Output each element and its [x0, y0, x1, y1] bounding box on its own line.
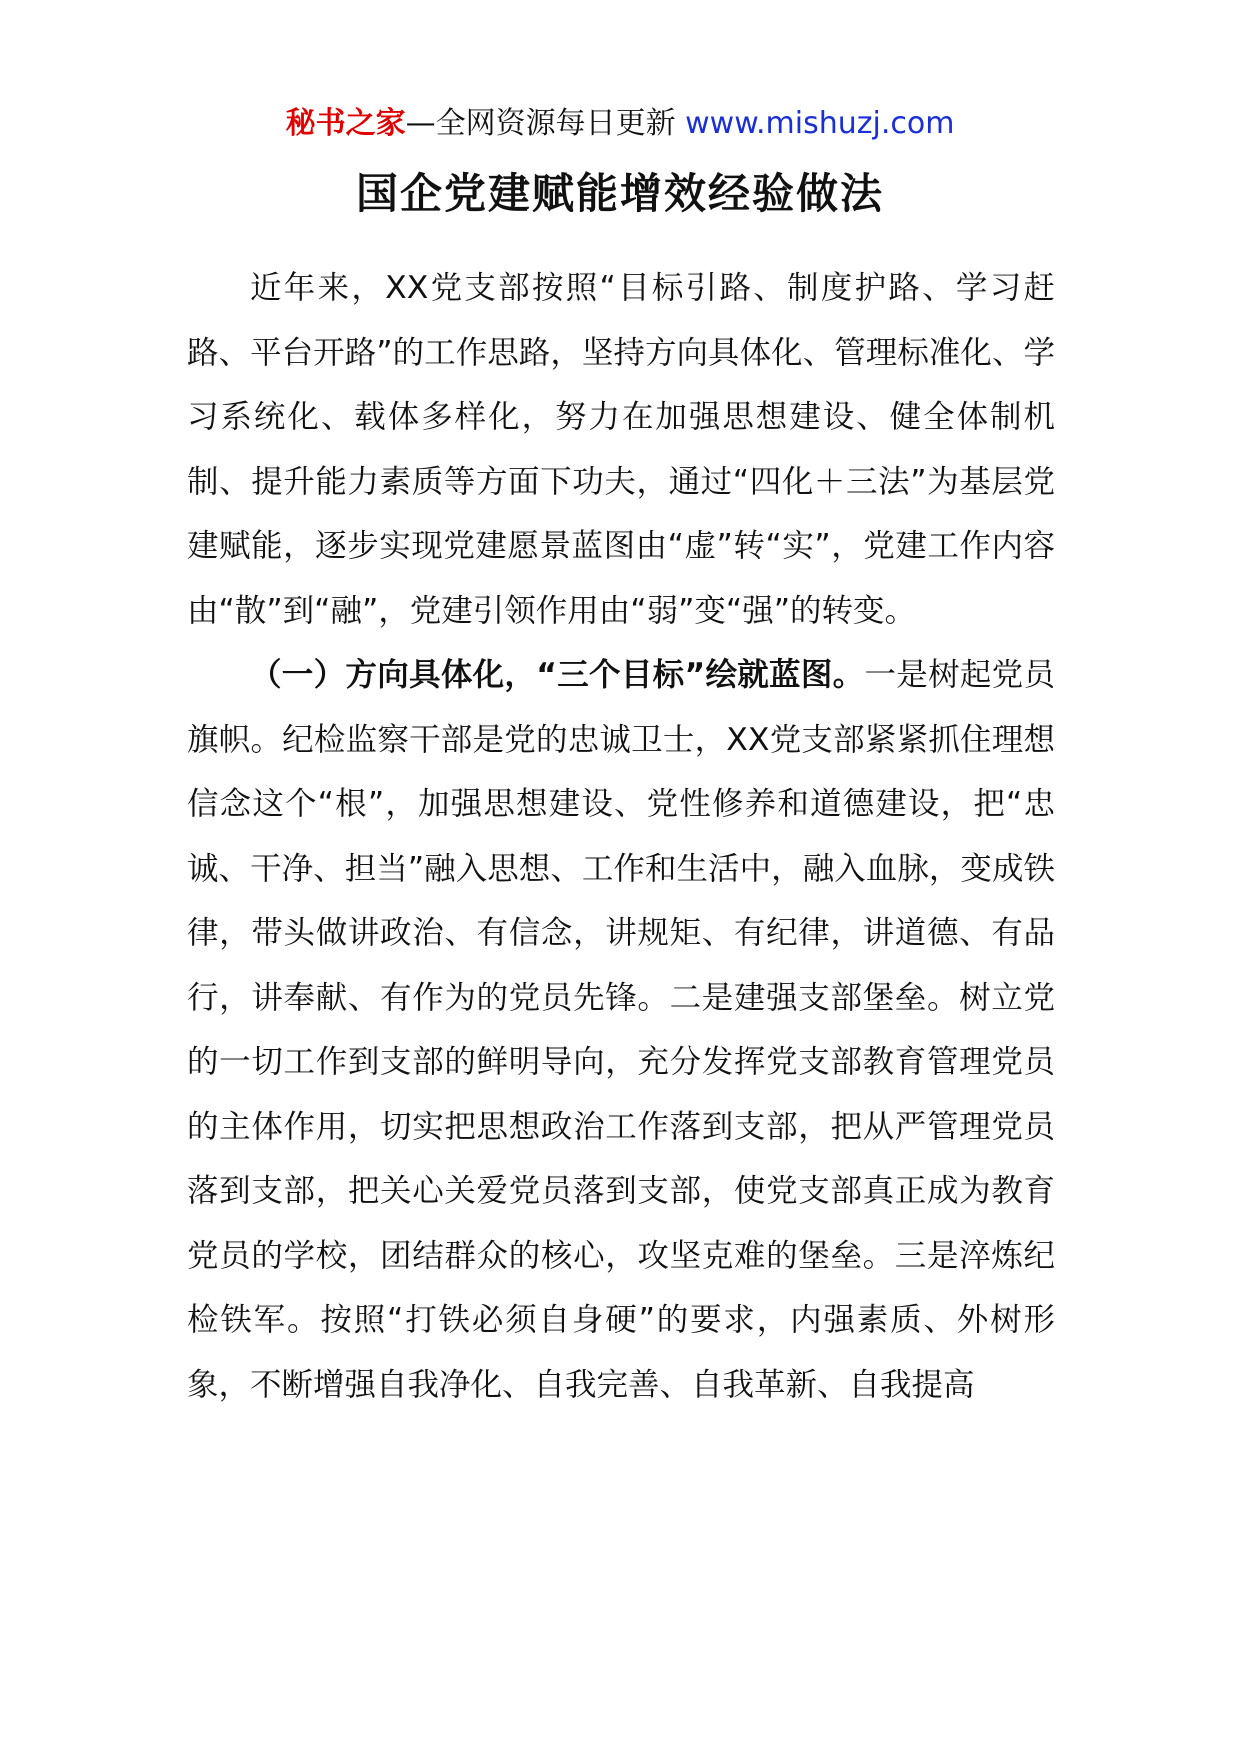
site-tagline: —全网资源每日更新 [405, 106, 686, 141]
intro-paragraph [187, 256, 1055, 643]
section-one-paragraph [187, 643, 1055, 1417]
site-url-link[interactable]: www.mishuzj.com [685, 106, 955, 141]
section-one-text: 一是树起党员旗帜。纪检监察干部是党的忠诚卫士，XX党支部紧紧抓住理想信念这个“根”，加强思想建设、党性修养和道德建设，把“忠诚、干净、担当”融入思想、工作和生活中，融入血脉，变成铁律，带头做讲政治、有信念，讲规矩、有纪律，讲道德、有品行，讲奉献、有作为的党员先锋。二是建强支部堡垒。树立党的一切工作到支部的鲜明导向，充分发挥党支部教育管理党员的主体作用，切实把思想政治工作落到支部，把从严管理党员落到支部，把关心关爱党员落到支部，使党支部真正成为教育党员的学校，团结群众的核心，攻坚克难的堡垒。三是淬炼纪检铁军。按照“打铁必须自身硬”的要求，内强素质、外树形象，不断增强自我净化、自我完善、自我革新、自我提高 [187, 657, 1055, 1403]
brand-name: 秘书之家 [285, 106, 406, 141]
section-one-heading: （一）方向具体化，“三个目标”绘就蓝图。 [250, 657, 865, 693]
document-title: 国企党建赋能增效经验做法 [355, 169, 884, 218]
site-header [0, 102, 1240, 146]
intro-paragraph-text: 近年来，XX党支部按照“目标引路、制度护路、学习赶路、平台开路”的工作思路，坚持方向具体化、管理标准化、学习系统化、载体多样化，努力在加强思想建设、健全体制机制、提升能力素质等方面下功夫，通过“四化＋三法”为基层党建赋能，逐步实现党建愿景蓝图由“虚”转“实”，党建工作内容由“散”到“融”，党建引领作用由“弱”变“强”的转变。 [187, 270, 1055, 629]
document-body [187, 256, 1055, 1417]
